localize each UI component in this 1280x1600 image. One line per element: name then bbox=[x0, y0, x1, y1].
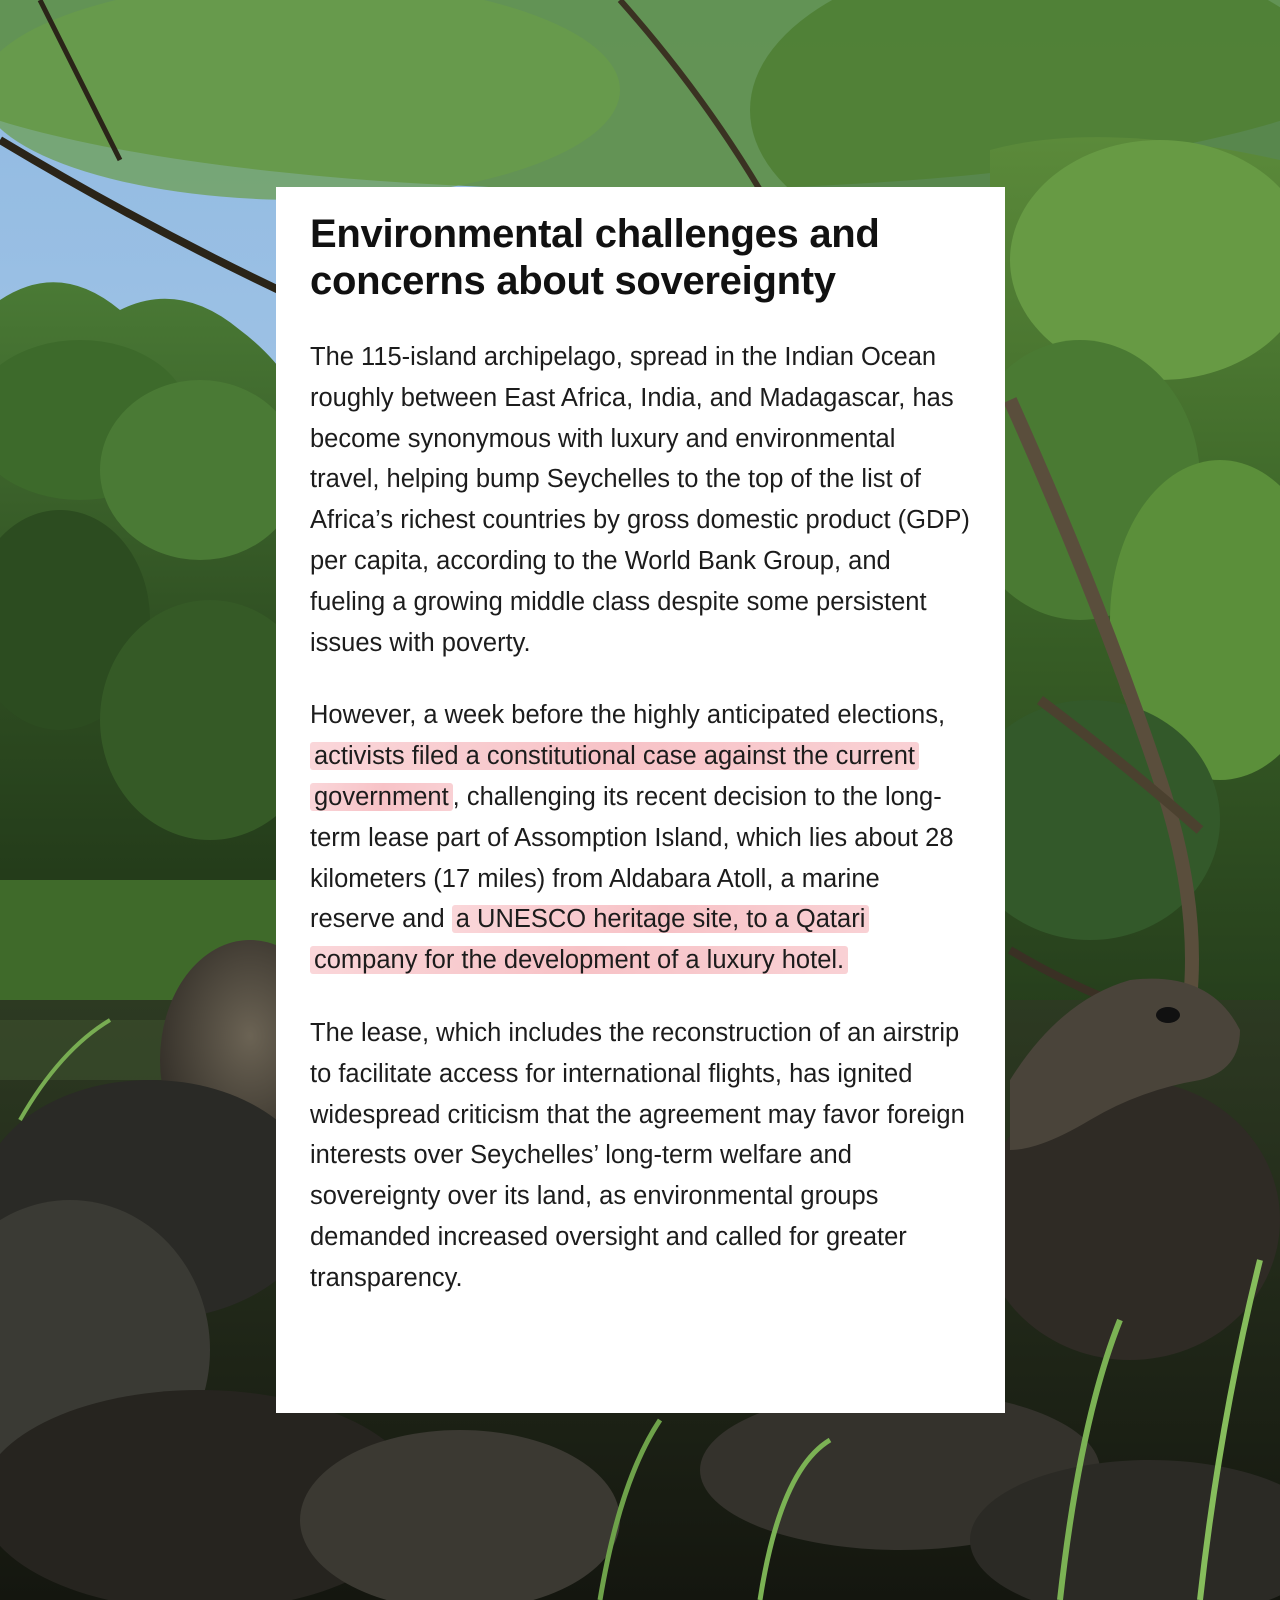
paragraph-2-text: , challenging its recent decision to the long-term lease part of Assomption Island, which lies about 28 kilometers (17 miles) from Aldabara Atoll, a marine reserve and bbox=[310, 782, 954, 934]
article-paragraph-1: The 115-island archipelago, spread in the Indian Ocean roughly between East Africa, India, and Madagascar, has become synonymous with luxury and environmental travel, helping bump Seychelles to the top of the list of Africa’s richest countries by gross domestic product (GDP) per capita, according to the World Bank Group, and fueling a growing middle class despite some persistent issues with poverty. bbox=[310, 343, 970, 657]
article-heading: Environmental challenges and concerns about sovereignty bbox=[310, 212, 880, 303]
article-card bbox=[276, 187, 1005, 1413]
paragraph-2-text: However, a week before the highly anticipated elections, bbox=[310, 701, 946, 730]
highlighted-text-2: a UNESCO heritage site, to a Qatari company for the development of a luxury hotel. bbox=[310, 905, 869, 974]
article-paragraph-2 bbox=[310, 695, 971, 981]
highlighted-text-1: activists filed a constitutional case against the current government bbox=[310, 742, 919, 811]
article-paragraph-3: The lease, which includes the reconstruction of an airstrip to facilitate access for international flights, has ignited widespread criticism that the agreement may favor foreign interests over Seychelles’ long-term welfare and sovereignty over its land, as environmental groups demanded increased oversight and called for greater transparency. bbox=[310, 1018, 965, 1292]
